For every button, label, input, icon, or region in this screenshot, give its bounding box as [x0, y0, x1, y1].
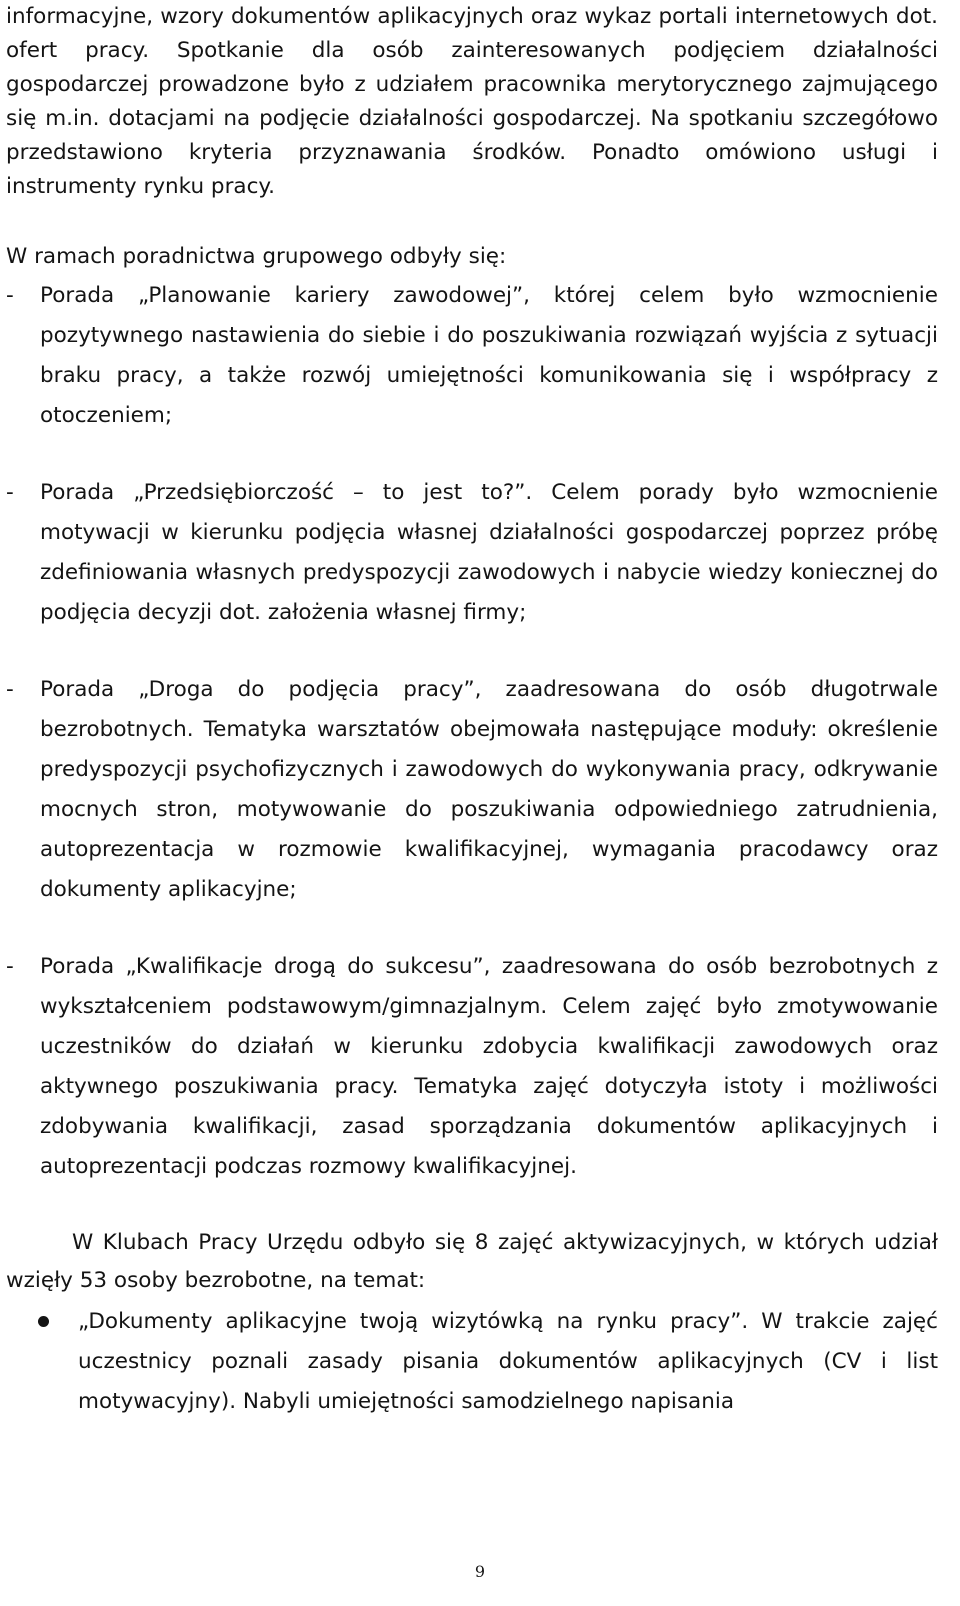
bullet-icon: [38, 1316, 49, 1327]
list-item: [6, 947, 938, 1187]
page-number: 9: [474, 1562, 486, 1581]
work-clubs-paragraph: W Klubach Pracy Urzędu odbyło się 8 zajęć aktywizacyjnych, w których udział wzięły 53 osoby bezrobotne, na temat:: [6, 1230, 938, 1293]
document-page: [6, 0, 938, 1422]
list-item: [6, 670, 938, 910]
dash-marker: -: [6, 677, 14, 702]
dash-marker: -: [6, 480, 14, 505]
list-item-text: Porada „Przedsiębiorczość – to jest to?”. Celem porady było wzmocnienie motywacji w kierunku podjęcia własnej działalności gospodarczej poprzez próbę zdefiniowania własnych predyspozycji zawodowych i nabycie wiedzy koniecznej do podjęcia decyzji dot. założenia własnej firmy;: [40, 480, 938, 625]
group-counselling-intro: W ramach poradnictwa grupowego odbyły się:: [6, 244, 507, 269]
bullet-item-text: „Dokumenty aplikacyjne twoją wizytówką na rynku pracy”. W trakcie zajęć uczestnicy poznali zasady pisania dokumentów aplikacyjnych (CV i list motywacyjny). Nabyli umiejętności samodzielnego napisania: [78, 1309, 938, 1414]
dash-marker: -: [6, 283, 14, 308]
list-item-text: Porada „Planowanie kariery zawodowej”, której celem było wzmocnienie pozytywnego nastawienia do siebie i do poszukiwania rozwiązań wyjścia z sytuacji braku pracy, a także rozwój umiejętności komunikowania się i współpracy z otoczeniem;: [40, 283, 938, 428]
list-item-text: Porada „Kwalifikacje drogą do sukcesu”, zaadresowana do osób bezrobotnych z wykształceniem podstawowym/gimnazjalnym. Celem zajęć było zmotywowanie uczestników do działań w kierunku zdobycia kwalifikacji zawodowych oraz aktywnego poszukiwania pracy. Tematyka zajęć dotyczyła istoty i możliwości zdobywania kwalifikacji, zasad sporządzania dokumentów aplikacyjnych i autoprezentacji podczas rozmowy kwalifikacyjnej.: [40, 954, 938, 1179]
intro-paragraph: informacyjne, wzory dokumentów aplikacyjnych oraz wykaz portali internetowych dot. ofert pracy. Spotkanie dla osób zainteresowanych podjęciem działalności gospodarczej prowadzone było z udziałem pracownika merytorycznego zajmującego się m.in. dotacjami na podjęcie działalności gospodarczej. Na spotkaniu szczegółowo przedstawiono kryteria przyznawania środków. Ponadto omówiono usługi i instrumenty rynku pracy.: [6, 4, 938, 199]
list-item: [6, 473, 938, 633]
dash-marker: -: [6, 954, 14, 979]
list-item: [6, 276, 938, 436]
list-item-text: Porada „Droga do podjęcia pracy”, zaadresowana do osób długotrwale bezrobotnych. Tematyka warsztatów obejmowała następujące moduły: określenie predyspozycji psychofizycznych i zawodowych do wykonywania pracy, odkrywanie mocnych stron, motywowanie do poszukiwania odpowiedniego zatrudnienia, autoprezentacja w rozmowie kwalifikacyjnej, wymagania pracodawcy oraz dokumenty aplikacyjne;: [40, 677, 938, 902]
bullet-list-item: [6, 1302, 938, 1422]
